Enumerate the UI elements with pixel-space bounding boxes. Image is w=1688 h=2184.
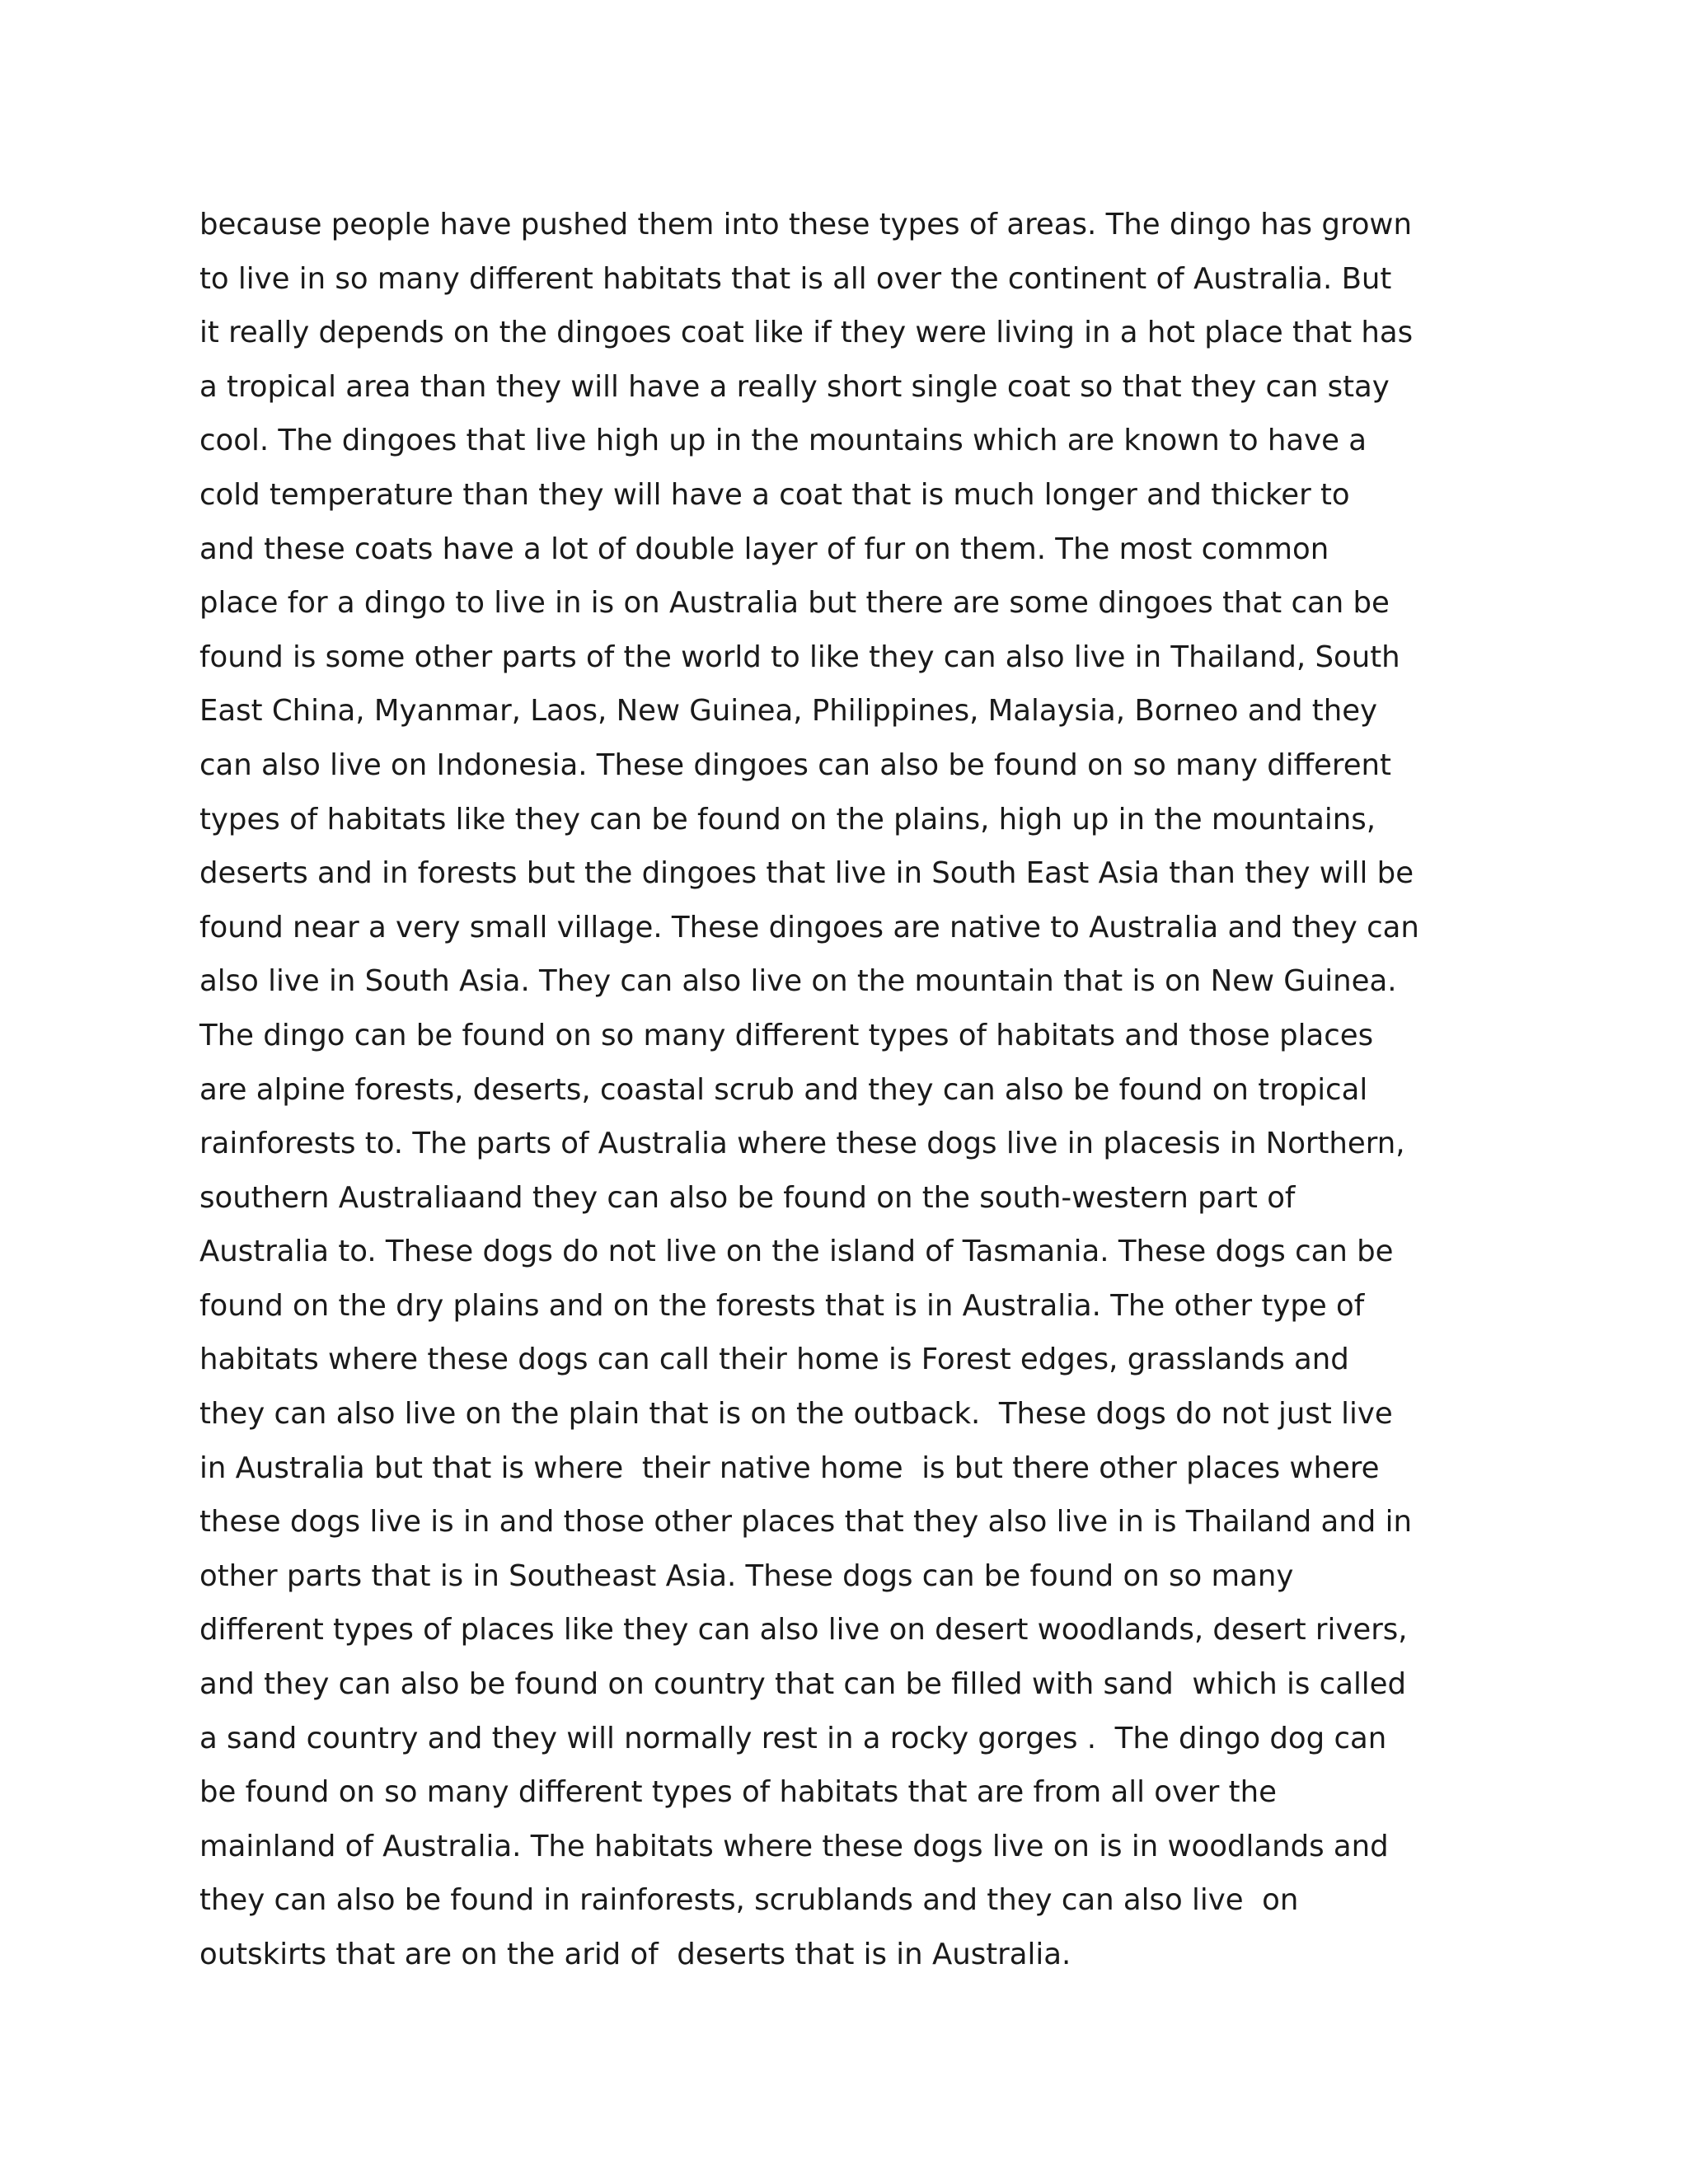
text-line: to live in so many different habitats that is all over the continent of Australia. But	[199, 261, 1392, 296]
text-line: a tropical area than they will have a really short single coat so that they can stay	[199, 369, 1390, 404]
text-line: it really depends on the dingoes coat like if they were living in a hot place that has	[199, 316, 1414, 350]
body-paragraph	[199, 198, 1498, 1982]
text-line: outskirts that are on the arid of deserts that is in Australia.	[199, 1938, 1071, 1971]
text-line: a sand country and they will normally rest in a rocky gorges . The dingo dog can	[199, 1721, 1387, 1755]
text-line: East China, Myanmar, Laos, New Guinea, Philippines, Malaysia, Borneo and they	[199, 694, 1378, 729]
text-line: in Australia but that is where their native home is but there other places where	[199, 1451, 1380, 1485]
text-line: they can also be found in rainforests, scrublands and they can also live on	[199, 1883, 1299, 1918]
text-line: found near a very small village. These dingoes are native to Australia and they can	[199, 910, 1419, 944]
text-line: mainland of Australia. The habitats where these dogs live on is in woodlands and	[199, 1829, 1389, 1863]
text-line: found is some other parts of the world to like they can also live in Thailand, South	[199, 640, 1400, 674]
text-line: place for a dingo to live in is on Australia but there are some dingoes that can be	[199, 586, 1390, 621]
text-line: and these coats have a lot of double layer of fur on them. The most common	[199, 532, 1329, 566]
text-line: they can also live on the plain that is on the outback. These dogs do not just live	[199, 1397, 1393, 1432]
text-line: rainforests to. The parts of Australia where these dogs live in placesis in Northern,	[199, 1127, 1405, 1161]
text-line: other parts that is in Southeast Asia. These dogs can be found on so many	[199, 1558, 1294, 1593]
text-line: can also live on Indonesia. These dingoes can also be found on so many different	[199, 748, 1391, 782]
text-line: habitats where these dogs can call their home is Forest edges, grasslands and	[199, 1343, 1349, 1377]
text-line: cold temperature than they will have a coat that is much longer and thicker to	[199, 477, 1350, 512]
text-line: cool. The dingoes that live high up in the mountains which are known to have a	[199, 424, 1367, 458]
text-line: found on the dry plains and on the forests that is in Australia. The other type of	[199, 1288, 1365, 1323]
text-line: deserts and in forests but the dingoes that live in South East Asia than they will be	[199, 856, 1414, 891]
text-line: these dogs live is in and those other places that they also live in is Thailand and in	[199, 1505, 1412, 1540]
text-line: different types of places like they can also live on desert woodlands, desert rivers,	[199, 1613, 1408, 1647]
text-line: types of habitats like they can be found on the plains, high up in the mountains,	[199, 802, 1376, 837]
text-line: be found on so many different types of habitats that are from all over the	[199, 1775, 1277, 1810]
text-line: are alpine forests, deserts, coastal scrub and they can also be found on tropical	[199, 1072, 1368, 1107]
text-line: because people have pushed them into these types of areas. The dingo has grown	[199, 208, 1412, 241]
text-line: southern Australiaand they can also be found on the south-western part of	[199, 1180, 1296, 1215]
text-line: Australia to. These dogs do not live on the island of Tasmania. These dogs can be	[199, 1235, 1394, 1269]
text-line: The dingo can be found on so many different types of habitats and those places	[199, 1018, 1374, 1052]
text-line: also live in South Asia. They can also live on the mountain that is on New Guinea.	[199, 964, 1397, 999]
text-line: and they can also be found on country that can be filled with sand which is called	[199, 1667, 1407, 1702]
